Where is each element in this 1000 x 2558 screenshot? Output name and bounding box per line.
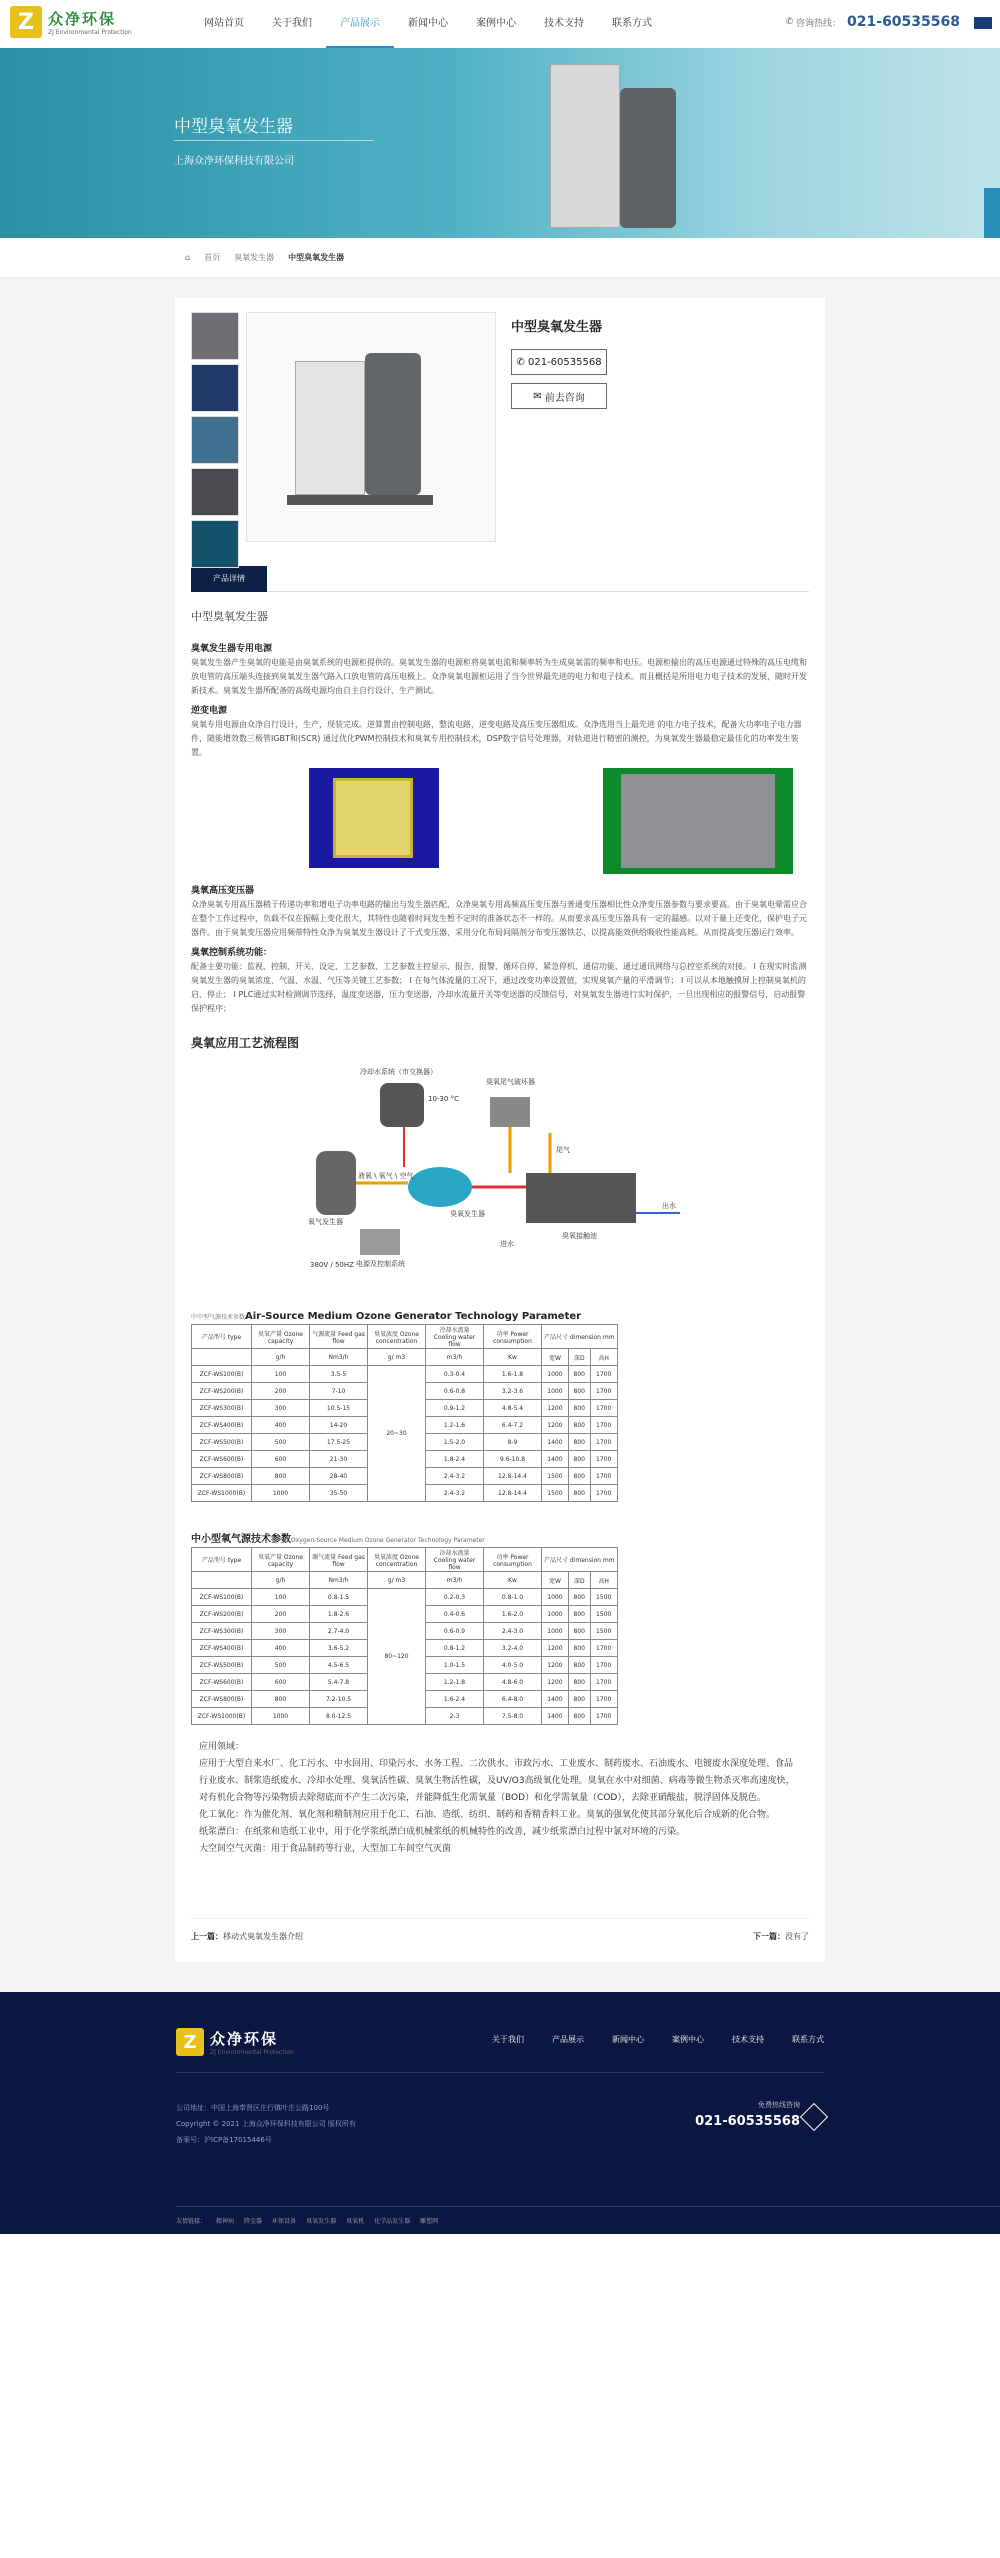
table-cell: 1700 (590, 1674, 617, 1691)
table-cell: 1700 (590, 1691, 617, 1708)
section-text: 臭氧专用电源由众净自行设计，生产，现装完成。逆算置由控制电路，整流电路，逆变电路及高压变压器组成。众净选用当上最先进 的电力电子技术，配备大功率电子电力器件，随能增效数三极管IGBT和(SCR) 通过优化PWM控制技术和臭氧专用控制技术，DSP数字信号处理器，对轨道进行精密的测控，为臭氧发生器最稳定最佳化的功率发生装置。 (191, 720, 802, 757)
cooling-tank (380, 1083, 424, 1127)
flow-label: 臭氧发生器 (450, 1210, 485, 1218)
unit-cell: 高H (590, 1572, 617, 1589)
logo-en: ZJ Environmental Protection (48, 29, 132, 36)
th-cell: 功率 Power consumption (484, 1548, 542, 1572)
footer-divider (176, 2072, 824, 2073)
product-phone-button[interactable] (511, 349, 607, 375)
prev-next-nav (191, 1918, 809, 1942)
flow-label: 氧气发生器 (308, 1218, 343, 1226)
table-cell: 100 (252, 1366, 310, 1383)
table-cell: ZCF-WS800(B) (192, 1691, 252, 1708)
table-cell: 1000 (252, 1708, 310, 1725)
thumbnail[interactable] (191, 312, 239, 360)
table-cell: 800 (252, 1468, 310, 1485)
table-cell: ZCF-WS100(B) (192, 1366, 252, 1383)
table-cell: 3.5-5 (310, 1366, 368, 1383)
banner-machine-image (550, 64, 680, 228)
flow-label: 380V / 50HZ (310, 1261, 354, 1269)
th-cell: 冷却水流量 Cooling water flow (426, 1548, 484, 1572)
th-cell: 产品型号 type (192, 1548, 252, 1572)
table-cell: 7.2-10.5 (310, 1691, 368, 1708)
table-cell: 800 (568, 1623, 590, 1640)
th-cell: 臭氧产量 Ozone capacity (252, 1325, 310, 1349)
banner (0, 48, 1000, 238)
table-cell: 1000 (542, 1383, 569, 1400)
app-paragraph: 大空间空气灭菌：用于食品制药等行业，大型加工车间空气灭菌 (199, 1844, 452, 1854)
table-cell: 4.8-6.0 (484, 1674, 542, 1691)
table-cell: 200 (252, 1383, 310, 1400)
table-cell: 800 (568, 1691, 590, 1708)
unit-cell: g/ m3 (368, 1572, 426, 1589)
table-cell: 1700 (590, 1417, 617, 1434)
unit-cell: m3/h (426, 1349, 484, 1366)
table-row (192, 1366, 618, 1383)
table-cell: 1500 (590, 1589, 617, 1606)
power-cabinet (360, 1229, 400, 1255)
table-cell: 1500 (590, 1623, 617, 1640)
friend-link[interactable]: 环保设备 (272, 2218, 297, 2225)
unit-cell: m3/h (426, 1572, 484, 1589)
footer-nav-support[interactable]: 技术支持 (732, 2035, 764, 2044)
table-cell: 100 (252, 1589, 310, 1606)
component-images (191, 768, 809, 874)
flow-label: 10-30 °C (428, 1095, 459, 1103)
online-service-tab[interactable] (984, 188, 1000, 238)
table-cell: 9.6-10.8 (484, 1451, 542, 1468)
table2-title (191, 1530, 809, 1545)
table-cell: ZCF-WS300(B) (192, 1400, 252, 1417)
table-cell: 8.0-12.5 (310, 1708, 368, 1725)
main-content (0, 278, 1000, 1992)
contact-tank (526, 1173, 636, 1223)
friend-link[interactable]: 精神病 (216, 2218, 235, 2225)
table-cell: 800 (568, 1589, 590, 1606)
unit-cell: 高H (590, 1349, 617, 1366)
table-cell: 3.2-4.0 (484, 1640, 542, 1657)
table2-title-text: Oxygen-Source Medium Ozone Generator Technology Parameter (291, 1537, 485, 1544)
footer-icp[interactable]: 备案号：沪ICP备17015446号 (176, 2136, 272, 2144)
table-cell: 1200 (542, 1400, 569, 1417)
table-cell: 4.0-5.0 (484, 1657, 542, 1674)
flow-label: 液氧 \ 氧气 \ 空气 (358, 1172, 414, 1180)
table-cell: 0.9-1.2 (426, 1400, 484, 1417)
table-cell: 1700 (590, 1708, 617, 1725)
table-cell: 1400 (542, 1434, 569, 1451)
table-cell: 800 (568, 1606, 590, 1623)
flow-label: 电源及控制系统 (356, 1260, 405, 1268)
unit-cell: Nm3/h (310, 1349, 368, 1366)
table-cell: 800 (568, 1451, 590, 1468)
table-cell: 2-3 (426, 1708, 484, 1725)
table-cell: 2.7-4.0 (310, 1623, 368, 1640)
phone-label: 咨询热线： (796, 18, 842, 29)
destructor (490, 1097, 530, 1127)
footer-logo-cn: 众净环保 (210, 2030, 279, 2048)
unit-cell: 深D (568, 1572, 590, 1589)
phone-icon: ✆ (785, 17, 794, 27)
table-cell: 800 (568, 1708, 590, 1725)
banner-subtitle: 上海众净环保科技有限公司 (174, 156, 294, 167)
logo-icon: Z (10, 6, 42, 38)
oxygen-tank (316, 1151, 356, 1215)
friend-link[interactable]: 降尘器 (244, 2218, 263, 2225)
table-cell: 1700 (590, 1485, 617, 1502)
footer-phone-number: 021-60535568 (695, 2114, 800, 2129)
table-cell: 0.6-0.8 (426, 1383, 484, 1400)
table-cell: 6.4-7.2 (484, 1417, 542, 1434)
table-cell: 800 (568, 1485, 590, 1502)
table-cell: 2.4-3.2 (426, 1485, 484, 1502)
table-cell: 4.5-6.5 (310, 1657, 368, 1674)
footer-logo-en: ZJ Environmental Protection (210, 2049, 294, 2056)
th-cell: 气源流量 Feed gas flow (310, 1325, 368, 1349)
table-cell: 0.6-0.9 (426, 1623, 484, 1640)
table-cell: ZCF-WS500(B) (192, 1657, 252, 1674)
phone-icon: ✆ (516, 356, 528, 368)
footer-info (176, 2100, 356, 2148)
table-cell: ZCF-WS1000(B) (192, 1485, 252, 1502)
nav-news[interactable]: 新闻中心 (408, 18, 448, 29)
nav-support[interactable]: 技术支持 (544, 18, 584, 29)
table-cell: 7-10 (310, 1383, 368, 1400)
flow-label: 冷却水系统（市交换器） (360, 1068, 437, 1076)
table-cell: 800 (568, 1434, 590, 1451)
table-cell: 3.2-3.6 (484, 1383, 542, 1400)
table-cell: 1200 (542, 1657, 569, 1674)
main-nav (190, 0, 666, 48)
footer-nav-cases[interactable]: 案例中心 (672, 2035, 704, 2044)
table-cell: 400 (252, 1640, 310, 1657)
table-cell: 300 (252, 1400, 310, 1417)
thumbnail[interactable] (191, 364, 239, 412)
banner-title: 中型臭氧发生器 (174, 117, 293, 137)
product-main-image (246, 312, 496, 542)
thumbnail[interactable] (191, 520, 239, 568)
table-cell: 1.0-1.5 (426, 1657, 484, 1674)
table-cell: 0.2-0.3 (426, 1589, 484, 1606)
product-info (511, 316, 607, 409)
footer-nav-contact[interactable]: 联系方式 (792, 2035, 824, 2044)
table-cell: ZCF-WS400(B) (192, 1640, 252, 1657)
table-cell: 1200 (542, 1417, 569, 1434)
friend-link[interactable]: 化学品发生器 (374, 2218, 411, 2225)
banner-divider (174, 140, 374, 141)
table-cell: 35-50 (310, 1485, 368, 1502)
table-cell: 21-30 (310, 1451, 368, 1468)
flow-label: 尾气 (556, 1146, 570, 1154)
table-cell: 1.8-2.6 (310, 1606, 368, 1623)
table-cell: 500 (252, 1434, 310, 1451)
unit-cell: 深D (568, 1349, 590, 1366)
table-row (192, 1589, 618, 1606)
section-transformer (191, 884, 809, 1016)
table-cell: ZCF-WS600(B) (192, 1674, 252, 1691)
table-cell: 0.3-0.4 (426, 1366, 484, 1383)
section-text: 配备主要功能：监视、控制、开关、设定、工艺参数、工艺参数主控显示、报告、报警、循环自停、紧急停机、通信功能、通过通讯网络与总控室系统的对接。 I 在现实时监测臭氧发生器的臭氧浓度、气温、水温、气压等关键工艺参数； I 在每气体流量的工况下，通过改变功率设置值，实现臭氧产量的平滑调节； I 可以从本地触摸屏上控制臭氧机的启、停止； I PLC通过实时检测调节选择，温度变送器，压力变送器，冷却水流量开关等变送器的反馈信号，对臭氧发生器进行实时保护，一旦出现相应的报警信号，启动报警保护程序； (191, 962, 807, 1013)
unit-cell (192, 1572, 252, 1589)
consult-text: 前去咨询 (544, 392, 585, 404)
table-cell: 800 (568, 1417, 590, 1434)
tab-product-detail[interactable]: 产品详情 (191, 566, 267, 592)
phone-diamond-icon (800, 2103, 828, 2131)
table-cell: 1.8-2.4 (426, 1451, 484, 1468)
table-cell: 1.2-1.6 (426, 1417, 484, 1434)
table-cell: 1000 (542, 1366, 569, 1383)
table-cell: 800 (568, 1400, 590, 1417)
table-cell: 1000 (542, 1606, 569, 1623)
th-cell: 源气流量 Feed gas flow (310, 1548, 368, 1572)
logo-icon: Z (176, 2028, 204, 2056)
ozone-generator (408, 1167, 472, 1207)
table-cell: 500 (252, 1657, 310, 1674)
table-cell: 1.2-1.8 (426, 1674, 484, 1691)
table-cell: 0.8-1.0 (484, 1589, 542, 1606)
table-cell: 1000 (542, 1589, 569, 1606)
table-cell: ZCF-WS200(B) (192, 1606, 252, 1623)
phone-number: 021-60535568 (847, 14, 960, 30)
table2-title-small: 中小型氧气源技术参数 (191, 1534, 291, 1545)
table-cell: 2.4-3.2 (426, 1468, 484, 1485)
app-paragraph: 应用于大型自来水厂、化工污水、中水回用、印染污水、水务工程、二次供水、市政污水、工业废水、制药废水、石油废水、电镀废水深度处理、食品行业废水、制浆造纸废水、冷却水处理、臭氧活性碳、臭氧生物活性碳，及UV/O3高级氧化处理。臭氧在水中对细菌、病毒等微生物杀灭率高速度快，对有机化合物等污染物质去除彻底而不产生二次污染，并能降低生化需氧量（BOD）和化学需氧量（COD），去除亚硝酸盐，脱浮固体及脱色。 (199, 1759, 795, 1803)
table-cell: 10.5-15 (310, 1400, 368, 1417)
table-cell: 1.6-1.8 (484, 1366, 542, 1383)
product-title: 中型臭氧发生器 (511, 320, 603, 335)
breadcrumb (0, 238, 1000, 278)
table-cell: 1700 (590, 1451, 617, 1468)
th-cell: 冷却水流量 Cooling water flow (426, 1325, 484, 1349)
table-cell: ZCF-WS400(B) (192, 1417, 252, 1434)
table-cell: 1700 (590, 1366, 617, 1383)
footer-nav-about[interactable]: 关于我们 (492, 2035, 524, 2044)
unit-cell: 宽W (542, 1349, 569, 1366)
flow-label: 臭氧尾气破坏器 (486, 1078, 535, 1086)
logo-cn: 众净环保 (48, 10, 117, 28)
table-cell: 5.4-7.8 (310, 1674, 368, 1691)
table-cell: 1400 (542, 1451, 569, 1468)
unit-cell: Kw (484, 1572, 542, 1589)
friend-links (176, 2206, 1000, 2234)
th-cell: 产品尺寸 dimension mm (542, 1325, 618, 1349)
table-cell: 1700 (590, 1400, 617, 1417)
process-flow-diagram (300, 1063, 700, 1283)
table-cell: 1200 (542, 1640, 569, 1657)
table-cell: 1700 (590, 1468, 617, 1485)
table-cell: 800 (252, 1691, 310, 1708)
table-cell: 1700 (590, 1657, 617, 1674)
section-text: 臭氧发生器产生臭氧的电能是由臭氧系统的电源柜提供的。臭氧发生器的电源柜将臭氧电流和频率转为生成臭氧需的频率和电压。电源柜输出的高压电源通过特殊的高压电缆和放电管的高压端头连接到臭氧发生器气路入口放电管的高压电极上。众净臭氧电源柜运用了当今世界最先进的电力和电子技术。而且概括是所用电力电子技术的发展，随时开发新技术。臭氧发生器所配备的高级电源均由自主自行设计，生产测试。 (191, 658, 807, 695)
th-cell: 产品型号 type (192, 1325, 252, 1349)
footer (0, 1992, 1000, 2234)
table-cell: 3.6-5.2 (310, 1640, 368, 1657)
table-cell: 1500 (542, 1468, 569, 1485)
table-cell: ZCF-WS800(B) (192, 1468, 252, 1485)
crumb-home[interactable]: 首页 (204, 253, 221, 262)
conc-cell: 80~120 (368, 1589, 426, 1725)
next-label: 下一篇： (753, 1932, 785, 1941)
unit-cell: g/ m3 (368, 1349, 426, 1366)
footer-nav (464, 2034, 824, 2045)
product-phone-text: 021-60535568 (527, 356, 602, 368)
table-cell: 1700 (590, 1383, 617, 1400)
app-paragraph: 化工氧化：作为催化剂、氧化剂和精制剂应用于化工、石油、造纸、纺织、制药和香精香料工业。臭氧的强氧化使其部分氧化后合成新的化合物。 (199, 1810, 776, 1820)
application-section (191, 1739, 809, 1858)
table-cell: 1000 (542, 1623, 569, 1640)
footer-address: 公司地址：中国上海奉贤区庄行镇叶庄公路100号 (176, 2104, 330, 2112)
flow-label: 出水 (662, 1202, 676, 1210)
table-cell: ZCF-WS600(B) (192, 1451, 252, 1468)
table-cell: 17.5-25 (310, 1434, 368, 1451)
flow-title: 臭氧应用工艺流程图 (191, 1036, 300, 1050)
friend-link[interactable]: 雕塑网 (420, 2218, 439, 2225)
table-cell: 1500 (542, 1485, 569, 1502)
control-panel-image (603, 768, 793, 874)
detail-tabs (191, 566, 809, 592)
thumbnail-list (191, 312, 243, 572)
chat-icon: ✉ (533, 390, 545, 402)
flow-label: 进水 (500, 1240, 514, 1248)
transformer-image (309, 768, 439, 868)
section-heading: 臭氧发生器专用电源 (191, 644, 273, 654)
table-cell: 1700 (590, 1434, 617, 1451)
table-cell: 6.4-8.0 (484, 1691, 542, 1708)
logo[interactable] (10, 6, 132, 38)
nav-cases[interactable]: 案例中心 (476, 18, 516, 29)
table-cell: 800 (568, 1674, 590, 1691)
table-cell: 2.4-3.0 (484, 1623, 542, 1640)
footer-phone-label: 免费热线咨询 (758, 2101, 800, 2109)
header (0, 0, 1000, 48)
table-cell: ZCF-WS300(B) (192, 1623, 252, 1640)
table-cell: 1.6-2.0 (484, 1606, 542, 1623)
th-cell: 臭氧浓度 Ozone concentration (368, 1548, 426, 1572)
footer-phone (695, 2100, 800, 2129)
table-cell: 200 (252, 1606, 310, 1623)
th-cell: 产品尺寸 dimension mm (542, 1548, 618, 1572)
header-phone (786, 14, 960, 30)
unit-cell: Kw (484, 1349, 542, 1366)
table-cell: ZCF-WS200(B) (192, 1383, 252, 1400)
table-cell: 1.5-2.0 (426, 1434, 484, 1451)
th-cell: 功率 Power consumption (484, 1325, 542, 1349)
section-power (191, 642, 809, 760)
nav-products[interactable]: 产品展示 (326, 0, 394, 48)
conc-cell: 20~30 (368, 1366, 426, 1502)
table-cell: 12.8-14.4 (484, 1485, 542, 1502)
table-air-source (191, 1324, 618, 1502)
table-cell: 12.8-14.4 (484, 1468, 542, 1485)
footer-copyright: Copyright © 2021 上海众净环保科技有限公司 版权所有 (176, 2120, 356, 2128)
table-cell: 800 (568, 1383, 590, 1400)
friend-link[interactable]: 臭氧发生器 (306, 2218, 337, 2225)
table-cell: 1700 (590, 1640, 617, 1657)
unit-cell (192, 1349, 252, 1366)
th-cell: 臭氧产量 Ozone capacity (252, 1548, 310, 1572)
table-cell: 1.6-2.4 (426, 1691, 484, 1708)
table-cell: 800 (568, 1640, 590, 1657)
flow-label: 臭氧接触池 (562, 1232, 597, 1240)
unit-cell: g/h (252, 1572, 310, 1589)
app-heading: 应用领域： (199, 1742, 245, 1752)
prev-label: 上一篇： (191, 1932, 223, 1941)
table1-title (191, 1311, 809, 1322)
unit-cell: Nm3/h (310, 1572, 368, 1589)
section-heading: 臭氧控制系统功能： (191, 948, 273, 958)
friend-link[interactable]: 臭氧机 (346, 2218, 365, 2225)
thumbnail[interactable] (191, 416, 239, 464)
unit-cell: 宽W (542, 1572, 569, 1589)
consult-button[interactable] (511, 383, 607, 409)
footer-logo[interactable] (176, 2028, 294, 2056)
table-cell: 1000 (252, 1485, 310, 1502)
detail-title: 中型臭氧发生器 (191, 610, 268, 623)
section-heading: 逆变电源 (191, 706, 228, 716)
table1-title-text: Air-Source Medium Ozone Generator Technology Parameter (245, 1311, 582, 1322)
table-cell: 8-9 (484, 1434, 542, 1451)
table-cell: 400 (252, 1417, 310, 1434)
table1-title-small: 中中型气源技术参数 (191, 1314, 246, 1321)
table-cell: 800 (568, 1468, 590, 1485)
crumb-current: 中型臭氧发生器 (288, 253, 345, 262)
table-cell: 7.5-8.0 (484, 1708, 542, 1725)
table-cell: ZCF-WS1000(B) (192, 1708, 252, 1725)
nav-about[interactable]: 关于我们 (272, 18, 312, 29)
table-cell: 14-20 (310, 1417, 368, 1434)
nav-home[interactable]: 网站首页 (204, 18, 244, 29)
table-cell: 4.8-5.4 (484, 1400, 542, 1417)
table-cell: 800 (568, 1366, 590, 1383)
table-cell: 28-40 (310, 1468, 368, 1485)
table-cell: ZCF-WS500(B) (192, 1434, 252, 1451)
product-card (175, 298, 825, 1962)
table-cell: 1500 (590, 1606, 617, 1623)
table-cell: 0.8-1.2 (426, 1640, 484, 1657)
app-paragraph: 纸浆漂白：在纸浆和造纸工业中，用于化学浆纸漂白成机械浆纸的机械特性的改善，减少纸浆漂白过程中氯对环境的污染。 (199, 1827, 686, 1837)
table-cell: 1400 (542, 1691, 569, 1708)
section-heading: 臭氧高压变压器 (191, 886, 255, 896)
table-cell: 800 (568, 1657, 590, 1674)
links-label: 友情链接： (176, 2218, 207, 2225)
crumb-category[interactable]: 臭氧发生器 (234, 253, 275, 262)
uk-flag-icon[interactable] (974, 17, 992, 29)
table-cell: ZCF-WS100(B) (192, 1589, 252, 1606)
home-icon: ⌂ (185, 253, 191, 262)
thumbnail[interactable] (191, 468, 239, 516)
prev-link[interactable]: 移动式臭氧发生器介绍 (223, 1932, 303, 1941)
table-cell: 0.4-0.6 (426, 1606, 484, 1623)
table-cell: 1400 (542, 1708, 569, 1725)
table-cell: 1200 (542, 1674, 569, 1691)
table-cell: 600 (252, 1451, 310, 1468)
section-text: 众净臭氧专用高压器稍于传递功率和增电子功率电路的输出与发生器匹配，众净臭氧专用高频高压变压器与普通变压器相比性众净变压器参数与要求要高。由于臭氧电晕需应合在整个工作过程中，负载不仅在振幅上变化很大，其特性也随着时间发生暂不定时的准备状态不一样的。从而要求高压变压器具有一定的漏感。以对于量上还变化，保护电子元器件。由于臭氧变压器应用频带特性众净为臭氧发生器设计了干式变压器，采用分化布局间隔剂分布变压器铁芯，以提高能效供给吸收性能高耗。从而提高变压器运行效率。 (191, 900, 807, 937)
table-cell: 0.8-1.5 (310, 1589, 368, 1606)
table-oxygen-source (191, 1547, 618, 1725)
footer-nav-news[interactable]: 新闻中心 (612, 2035, 644, 2044)
th-cell: 臭氧浓度 Ozone concentration (368, 1325, 426, 1349)
unit-cell: g/h (252, 1349, 310, 1366)
next-link[interactable]: 没有了 (785, 1932, 809, 1941)
footer-nav-products[interactable]: 产品展示 (552, 2035, 584, 2044)
product-gallery (191, 312, 809, 542)
table-cell: 600 (252, 1674, 310, 1691)
table-cell: 300 (252, 1623, 310, 1640)
nav-contact[interactable]: 联系方式 (612, 18, 652, 29)
